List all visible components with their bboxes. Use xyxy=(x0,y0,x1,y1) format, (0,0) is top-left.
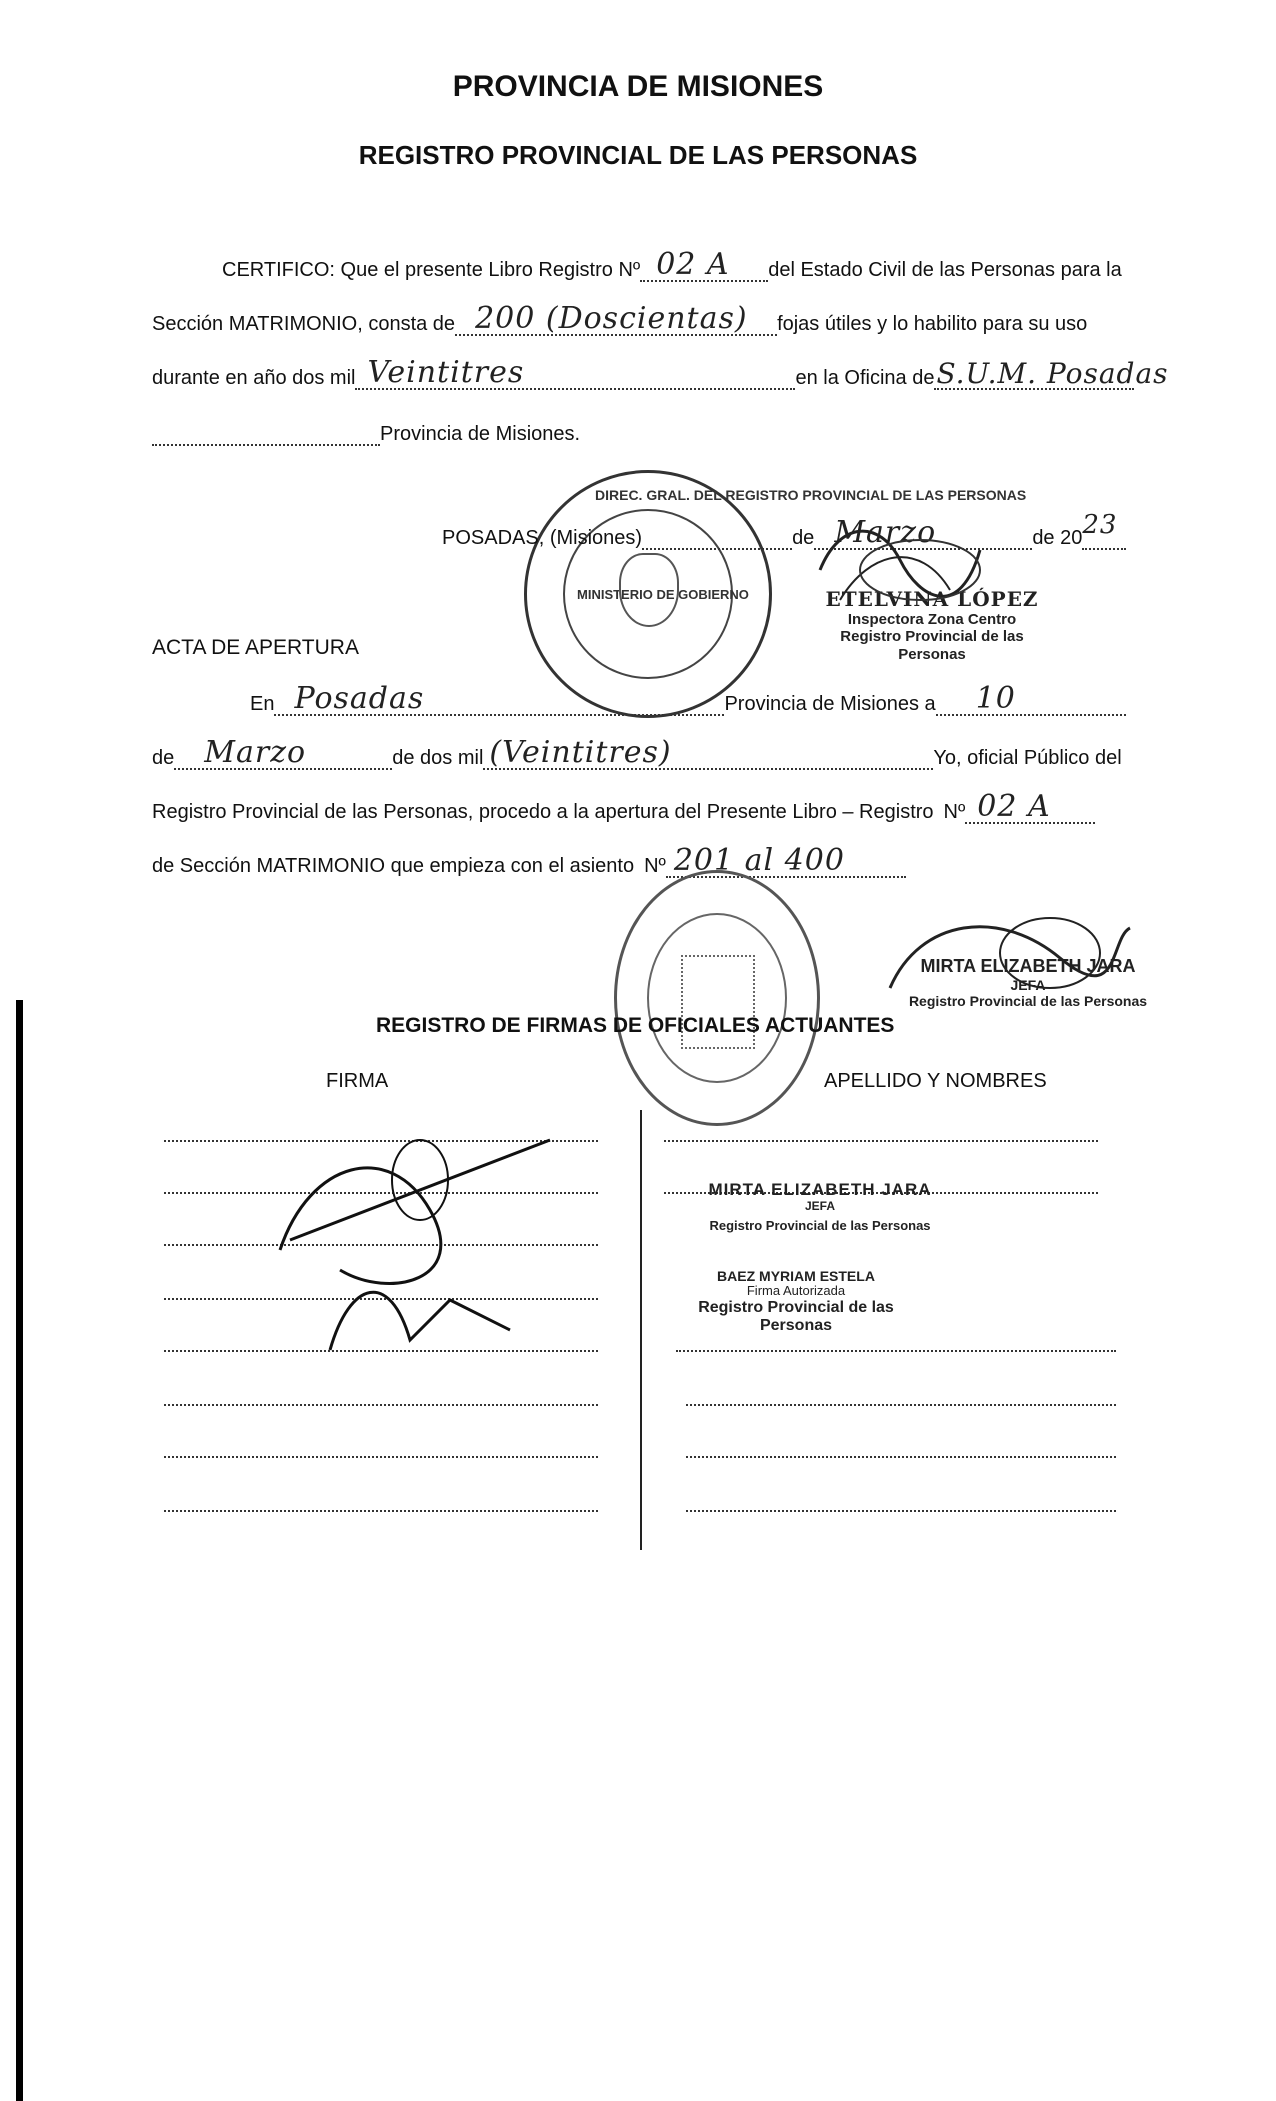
acta-line-4: de Sección MATRIMONIO que empieza con el asiento Nº 201 al 400 xyxy=(152,854,906,878)
handwritten-day: 10 xyxy=(975,681,1016,716)
column-divider xyxy=(640,1110,642,1550)
handwritten-book-number-2: 02 A xyxy=(977,789,1051,824)
province-title: PROVINCIA DE MISIONES xyxy=(452,70,824,103)
handwritten-year: Veintitres xyxy=(367,355,525,390)
nombre-row-5 xyxy=(676,1350,1116,1352)
acta-heading: ACTA DE APERTURA xyxy=(152,636,359,659)
nombre-row-7 xyxy=(686,1456,1116,1458)
registro-heading: REGISTRO DE FIRMAS DE OFICIALES ACTUANTES xyxy=(376,1014,895,1037)
handwritten-entries: 201 al 400 xyxy=(673,843,845,878)
nombre-row-6 xyxy=(686,1404,1116,1406)
cert-line-1: CERTIFICO: Que el presente Libro Registro Nº 02 A del Estado Civil de las Personas para la xyxy=(222,247,1122,282)
handwritten-book-number: 02 A xyxy=(656,247,730,282)
registry-title: REGISTRO PROVINCIAL DE LAS PERSONAS xyxy=(358,140,918,170)
nombre-row-1 xyxy=(664,1140,1098,1142)
handwritten-folios: 200 (Doscientas) xyxy=(475,301,748,336)
cert-line-4: Provincia de Misiones. xyxy=(152,422,580,446)
coat-of-arms-icon xyxy=(619,553,679,627)
handwritten-signature-icon-2 xyxy=(880,898,1140,1028)
handwritten-year-2: (Veintitres) xyxy=(489,735,672,770)
cert-line-3: durante en año dos mil Veintitres en la Oficina de S.U.M. Posadas xyxy=(152,355,1169,390)
signature-block-jefa: MIRTA ELIZABETH JARA JEFA Registro Provincial de las Personas xyxy=(908,956,1148,1009)
handwritten-year-digits: 23 xyxy=(1082,510,1118,540)
stamp-outer-text: DIREC. GRAL. DEL REGISTRO PROVINCIAL DE LAS PERSONAS xyxy=(595,487,1027,503)
handwritten-signature-icon-3 xyxy=(250,1100,570,1360)
signature-block-inspectora: ETELVINA LÓPEZ Inspectora Zona Centro Registro Provincial de las Personas xyxy=(825,587,1039,663)
acta-line-3: Registro Provincial de las Personas, procedo a la apertura del Presente Libro – Registro Nº 02 A xyxy=(152,800,1095,824)
handwritten-month-2: Marzo xyxy=(204,735,307,770)
registro-entry-jara: MIRTA ELIZABETH JARA JEFA Registro Provincial de las Personas xyxy=(708,1180,932,1234)
acta-line-2: de Marzo de dos mil (Veintitres) Yo, oficial Público del xyxy=(152,735,1122,770)
stamp-inner-text: MINISTERIO DE GOBIERNO xyxy=(577,587,749,602)
handwritten-place: Posadas xyxy=(294,681,425,716)
scan-edge xyxy=(16,1000,23,2101)
firma-row-8 xyxy=(164,1510,598,1512)
acta-line-1: En Posadas Provincia de Misiones a 10 xyxy=(250,692,1126,716)
handwritten-signature-icon xyxy=(800,510,1000,630)
firma-row-7 xyxy=(164,1456,598,1458)
date-line: POSADAS, (Misiones) de Marzo de 20 23 xyxy=(442,526,1126,550)
column-apellido-nombres: APELLIDO Y NOMBRES xyxy=(824,1070,1047,1092)
registro-entry-baez: BAEZ MYRIAM ESTELA Firma Autorizada Registro Provincial de las Personas xyxy=(698,1268,894,1335)
firma-row-6 xyxy=(164,1404,598,1406)
nombre-row-8 xyxy=(686,1510,1116,1512)
handwritten-office: S.U.M. Posadas xyxy=(936,357,1169,390)
column-firma: FIRMA xyxy=(326,1070,389,1092)
handwritten-month: Marzo xyxy=(834,515,937,550)
official-stamp-center xyxy=(614,870,820,1126)
cert-line-2: Sección MATRIMONIO, consta de 200 (Doscientas) fojas útiles y lo habilito para su uso xyxy=(152,301,1088,336)
